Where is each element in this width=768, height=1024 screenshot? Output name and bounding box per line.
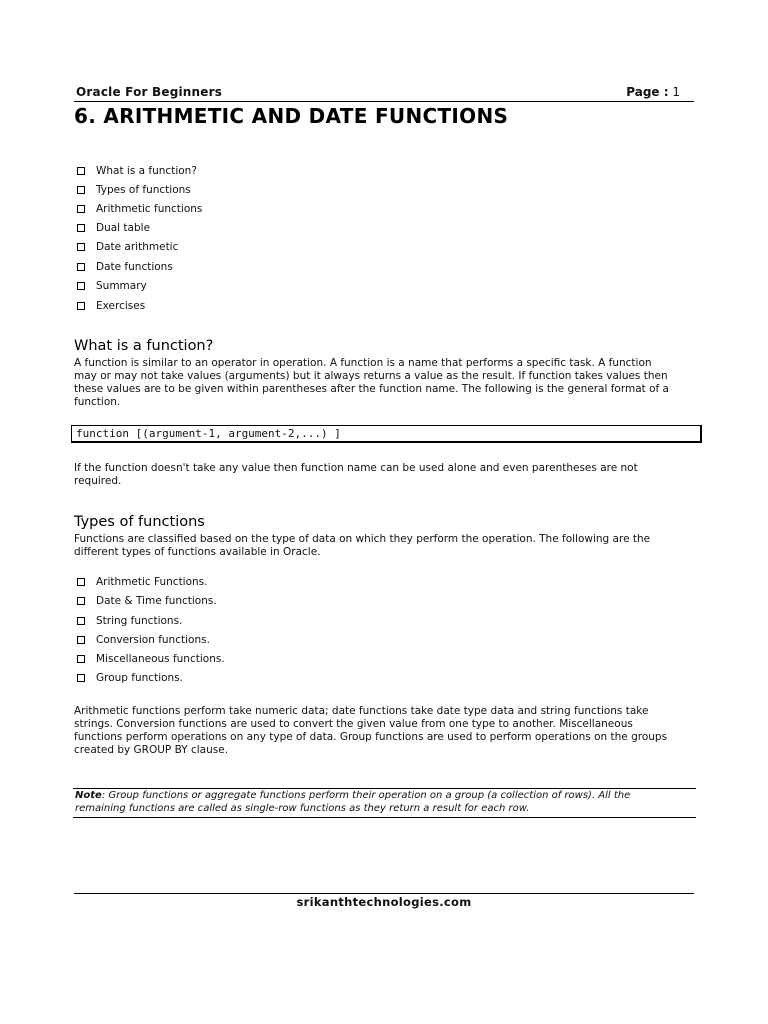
checkbox-bullet-icon — [77, 597, 85, 605]
document-page: Oracle For Beginners Page : 1 6. ARITHMETIC AND DATE FUNCTIONS What is a function? Types of functions Arithmetic functions Dual table Date arithmetic Date functions Summary Exercises What is a function? A function is similar to an operator in operation. A function is a name that performs a specific task. A function may or may not take values (arguments) but it always returns a value as the result. If function takes values then these values are to be given within parentheses after the function name. The following is the general format of a function. function [(argument-1, argument-2,...) ] If the function doesn't take any value then function name can be used alone and even parentheses are not required. Types of functions Functions are classified based on the type of data on which they perform the operation. The following are the different types of functions available in Oracle. Arithmetic Functions. Date & Time functions. String functions. Conversion functions. Miscellaneous functions. Group functions. Arithmetic functions perform take numeric data; date functions take date type data and string functions take strings. Conversion functions are used to convert the given value from one type to another. Miscellaneous functions perform operations on any type of data. Group functions are used to perform operations on the groups created by GROUP BY clause. Note: Group functions or aggregate functions perform their operation on a group (a collection of rows). All the remaining functions are called as single-row functions as they return a result for each row. srikanthtechnologies.com — [0, 0, 768, 1024]
checkbox-bullet-icon — [77, 578, 85, 586]
page-number: 1 — [672, 85, 680, 99]
checkbox-bullet-icon — [77, 243, 85, 251]
chapter-title: 6. ARITHMETIC AND DATE FUNCTIONS — [74, 104, 509, 128]
doc-title: Oracle For Beginners — [76, 85, 223, 99]
checkbox-bullet-icon — [77, 636, 85, 644]
code-syntax-box — [71, 425, 702, 443]
page-header — [74, 84, 694, 102]
section2-body-paragraph: Arithmetic functions perform take numeric data; date functions take date type data and string functions take strings. Conversion functions are used to convert the given value from one type to another. Miscellaneous functions perform operations on any type of data. Group functions are used to perform operations on the groups created by GROUP BY clause. — [74, 705, 668, 756]
footer-website: srikanthtechnologies.com — [296, 895, 472, 909]
page-label: Page : — [626, 85, 669, 99]
checkbox-bullet-icon — [77, 674, 85, 682]
checkbox-bullet-icon — [77, 263, 85, 271]
page-indicator — [626, 85, 680, 99]
note-box — [73, 788, 696, 818]
section1-after-paragraph: If the function doesn't take any value then function name can be used alone and even parentheses are not required. — [74, 462, 638, 487]
checkbox-bullet-icon — [77, 655, 85, 663]
section1-paragraph: A function is similar to an operator in operation. A function is a name that performs a specific task. A function may or may not take values (arguments) but it always returns a value as the result. If function takes values then these values are to be given within parentheses after the function name. The following is the general format of a function. — [74, 357, 669, 408]
note-line-2: remaining functions are called as single-row functions as they return a result for each row. — [75, 803, 530, 814]
code-text: function [(argument-1, argument-2,...) ] — [76, 427, 341, 440]
checkbox-bullet-icon — [77, 617, 85, 625]
checkbox-bullet-icon — [77, 282, 85, 290]
note-label: Note — [75, 790, 102, 801]
checkbox-bullet-icon — [77, 186, 85, 194]
footer-divider — [74, 893, 694, 894]
section-heading-what-is-function: What is a function? — [74, 338, 214, 354]
checkbox-bullet-icon — [77, 167, 85, 175]
section2-intro-paragraph: Functions are classified based on the type of data on which they perform the operation. The following are the different types of functions available in Oracle. — [74, 533, 651, 558]
checkbox-bullet-icon — [77, 205, 85, 213]
checkbox-bullet-icon — [77, 302, 85, 310]
checkbox-bullet-icon — [77, 224, 85, 232]
section-heading-types-of-functions: Types of functions — [74, 514, 205, 530]
note-line-1: : Group functions or aggregate functions perform their operation on a group (a collection of rows). All the — [101, 790, 631, 801]
